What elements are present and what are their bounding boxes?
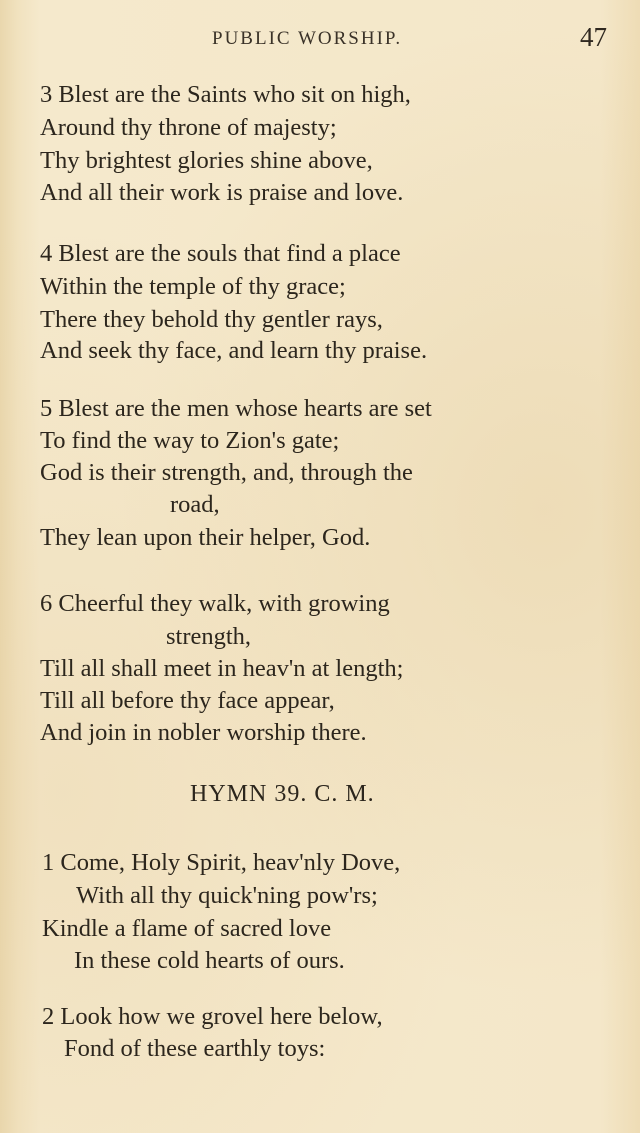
verse-line: Till all shall meet in heav'n at length; [40,655,404,682]
verse-line: And all their work is praise and love. [40,179,404,206]
verse-line: God is their strength, and, through the [40,459,413,486]
verse-line: Around thy throne of majesty; [40,114,337,141]
verse-line-indented: In these cold hearts of ours. [74,947,345,974]
verse-line: 1 Come, Holy Spirit, heav'nly Dove, [42,849,401,876]
verse-line: To find the way to Zion's gate; [40,427,340,454]
verse-line: Within the temple of thy grace; [40,273,346,300]
verse-line: 6 Cheerful they walk, with growing [40,590,390,617]
verse-line-turnover: strength, [166,623,252,650]
verse-line: 5 Blest are the men whose hearts are set [40,395,432,422]
verse-line: And seek thy face, and learn thy praise. [40,337,428,364]
verse-line: Till all before thy face appear, [40,687,335,714]
verse-line: Thy brightest glories shine above, [40,147,373,174]
verse-line: 2 Look how we grovel here below, [42,1003,383,1030]
verse-line: 3 Blest are the Saints who sit on high, [40,81,411,108]
verse-line-indented: Fond of these earthly toys: [64,1035,326,1062]
hymn-heading: HYMN 39. C. M. [190,781,375,807]
running-head-title: PUBLIC WORSHIP. [212,28,403,49]
verse-line: They lean upon their helper, God. [40,524,371,551]
verse-line: And join in nobler worship there. [40,719,367,746]
page-number: 47 [580,22,607,52]
verse-line: There they behold thy gentler rays, [40,306,383,333]
running-head [0,22,640,52]
verse-line-turnover: road, [170,491,220,518]
verse-line: 4 Blest are the souls that find a place [40,240,401,267]
verse-line: Kindle a flame of sacred love [42,915,332,942]
verse-line-indented: With all thy quick'ning pow'rs; [76,882,378,909]
